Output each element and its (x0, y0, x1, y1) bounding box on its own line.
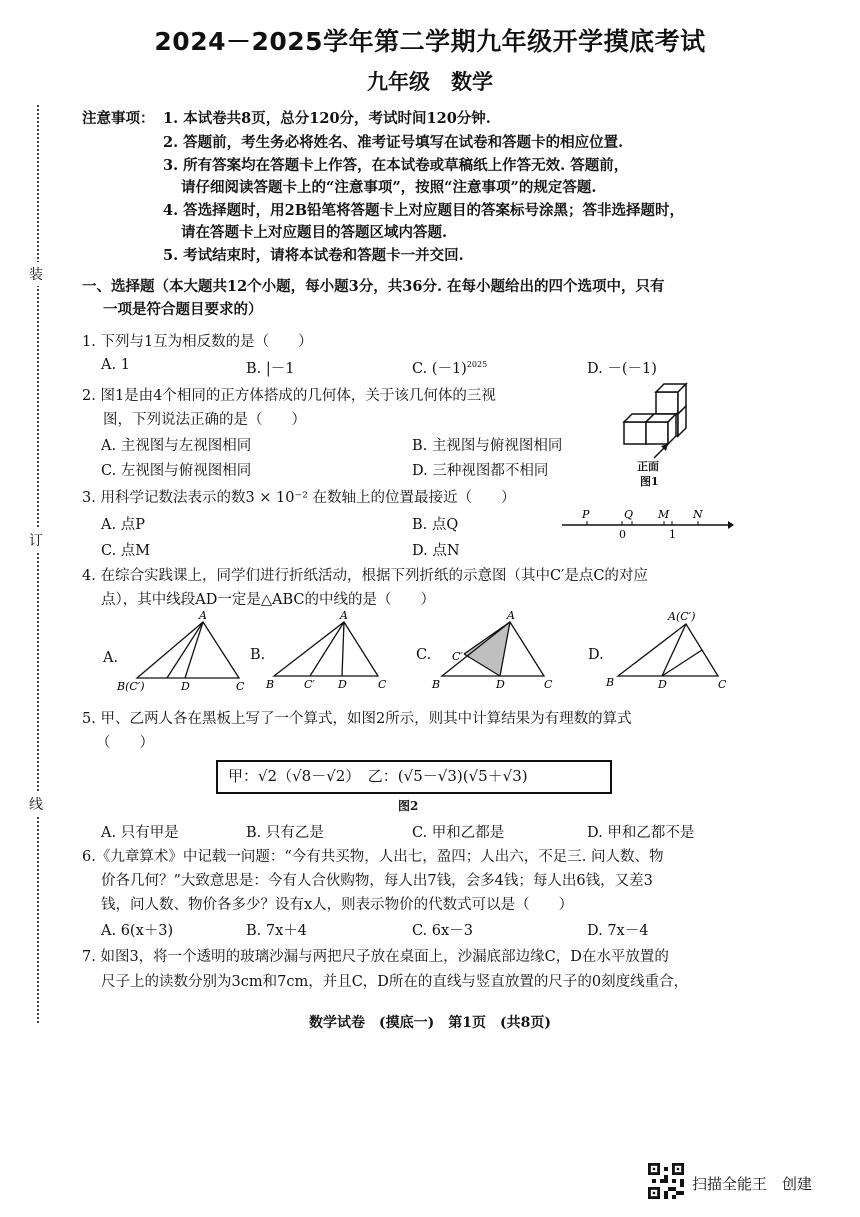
q3-option-c: C. 点M (101, 543, 151, 559)
front-arrow-icon (650, 440, 680, 460)
notes-label: 注意事项： (82, 110, 155, 127)
q5-stem-cont: （ ） (96, 735, 154, 751)
fig-d-label-d: D (658, 678, 667, 691)
fig-a-label-b: B(C′) (117, 680, 145, 693)
q6-line-1: 6.《九章算术》中记载一问题：“今有共买物，人出七，盈四；人出六，不足三. 问人数、物 (82, 849, 664, 865)
q6-option-a: A. 6(x＋3) (101, 923, 174, 939)
note-3-cont: 请仔细阅读答题卡上的“注意事项”，按照“注意事项”的规定答题. (181, 179, 597, 196)
fig-b-label-a: A (340, 609, 348, 622)
q1-option-c-base: C. (－1) (412, 361, 467, 377)
tick-1-label: 1 (669, 528, 676, 541)
q1-option-c-exponent: 2025 (466, 360, 488, 370)
q4-option-b: B. (250, 647, 266, 663)
note-4-cont: 请在答题卡上对应题目的答题区域内答题. (181, 224, 448, 241)
point-m-label: M (658, 508, 670, 521)
q2-stem: 2. 图1是由4个相同的正方体搭成的几何体，关于该几何体的三视 (82, 388, 496, 404)
q5-option-c: C. 甲和乙都是 (412, 825, 505, 841)
fig-a-label-a: A (199, 609, 207, 622)
section-1-heading: 一、选择题（本大题共12个小题，每小题3分，共36分. 在每小题给出的四个选项中，只有 (82, 278, 665, 295)
q1-option-a: A. 1 (101, 357, 130, 373)
note-1: 1. 本试卷共8页，总分120分，考试时间120分钟. (163, 110, 491, 127)
exam-title: 2024－2025学年第二学期九年级开学摸底考试 (154, 27, 706, 56)
figure-1-caption: 图1 (640, 475, 659, 488)
note-5: 5. 考试结束时，请将本试卷和答题卡一并交回. (163, 247, 464, 264)
q5-option-a: A. 只有甲是 (101, 825, 179, 841)
q6-option-d: D. 7x－4 (587, 923, 649, 939)
figure-2-formula: 甲：√2（√8－√2） 乙：(√5－√3)(√5＋√3) (228, 767, 528, 785)
q7-line-1: 7. 如图3，将一个透明的玻璃沙漏与两把尺子放在桌面上，沙漏底部边缘C，D在水平放置的 (82, 949, 669, 965)
q6-line-2: 价各几何？”大致意思是：今有人合伙购物，每人出7钱，会多4钱；每人出6钱，又差3 (101, 873, 653, 889)
fig-d-label-b: B (606, 676, 615, 689)
q2-option-a: A. 主视图与左视图相同 (101, 438, 252, 454)
q6-option-b: B. 7x＋4 (246, 923, 308, 939)
q1-option-b: B. |－1 (246, 361, 295, 377)
point-n-label: N (693, 508, 703, 521)
q2-option-b: B. 主视图与俯视图相同 (412, 438, 563, 454)
binding-dotted-line (37, 105, 39, 1023)
tick-0-label: 0 (619, 528, 626, 541)
exam-subtitle: 九年级 数学 (367, 70, 493, 94)
q5-option-d: D. 甲和乙都不是 (587, 825, 695, 841)
binding-char-zhuang: 装 (29, 262, 43, 286)
q4-stem-cont: 点），其中线段AD一定是△ABC的中线的是（ ） (101, 592, 435, 608)
figure-1-cubes (618, 378, 698, 448)
q4-figure-b (262, 610, 392, 695)
point-q-label: Q (624, 508, 634, 521)
fig-d-label-c: C (718, 678, 727, 691)
q2-option-c: C. 左视图与俯视图相同 (101, 463, 252, 479)
q2-stem-cont: 图，下列说法正确的是（ ） (103, 412, 306, 428)
q6-line-3: 钱，问人数、物价各多少？设有x人，则表示物价的代数式可以是（ ） (101, 897, 574, 913)
q7-line-2: 尺子上的读数分别为3cm和7cm，并且C，D所在的直线与竖直放置的尺子的0刻度线重合， (101, 974, 689, 990)
point-p-label: P (582, 508, 590, 521)
page-footer: 数学试卷 (摸底一) 第1页 (共8页) (309, 1015, 551, 1031)
fig-c-label-a: A (507, 609, 515, 622)
fig-b-label-b: B (266, 678, 275, 691)
q4-option-c: C. (416, 647, 432, 663)
binding-char-xian: 线 (29, 792, 43, 816)
figure-1-front-label: 正面 (637, 460, 659, 473)
scanner-stamp-text: 扫描全能王 创建 (692, 1175, 813, 1193)
q4-stem: 4. 在综合实践课上，同学们进行折纸活动，根据下列折纸的示意图（其中C′是点C的对应 (82, 568, 648, 584)
q3-option-a: A. 点P (101, 517, 145, 533)
fig-c-label-b: B (432, 678, 441, 691)
q5-stem: 5. 甲、乙两人各在黑板上写了一个算式，如图2所示，则其中计算结果为有理数的算式 (82, 711, 632, 727)
q1-option-c (412, 357, 487, 378)
qr-code-icon (648, 1163, 684, 1199)
fig-a-label-c: C (236, 680, 245, 693)
note-2: 2. 答题前，考生务必将姓名、准考证号填写在试卷和答题卡的相应位置. (163, 134, 624, 151)
fig-b-label-cprime: C′ (304, 678, 315, 691)
q4-figure-a (115, 609, 250, 697)
fig-b-label-d: D (338, 678, 347, 691)
fig-c-label-d: D (496, 678, 505, 691)
q2-option-d: D. 三种视图都不相同 (412, 463, 549, 479)
figure-2-caption: 图2 (398, 799, 419, 813)
binding-char-ding: 订 (29, 528, 43, 552)
number-line (560, 505, 735, 545)
note-4: 4. 答选择题时，用2B铅笔将答题卡上对应题目的答案标号涂黑；答非选择题时， (163, 202, 685, 219)
q5-option-b: B. 只有乙是 (246, 825, 324, 841)
q3-option-b: B. 点Q (412, 517, 459, 533)
q4-figure-d (600, 606, 735, 696)
fig-b-label-c: C (378, 678, 387, 691)
note-3: 3. 所有答案均在答题卡上作答，在本试卷或草稿纸上作答无效. 答题前， (163, 157, 629, 174)
fig-c-label-cprime: C′ (452, 650, 463, 663)
q1-option-d: D. －(－1) (587, 361, 657, 377)
q4-option-d: D. (588, 647, 604, 663)
section-1-heading-cont: 一项是符合题目要求的） (103, 301, 263, 318)
q4-option-a: A. (103, 650, 119, 666)
fig-c-label-c: C (544, 678, 553, 691)
q1-stem: 1. 下列与1互为相反数的是（ ） (82, 334, 313, 350)
q6-option-c: C. 6x－3 (412, 923, 473, 939)
fig-a-label-d: D (181, 680, 190, 693)
q4-figure-c (428, 610, 563, 695)
q3-stem: 3. 用科学记数法表示的数3 × 10⁻² 在数轴上的位置最接近（ ） (82, 490, 516, 506)
q3-option-d: D. 点N (412, 543, 460, 559)
fig-d-label-a: A(C′) (668, 610, 696, 623)
